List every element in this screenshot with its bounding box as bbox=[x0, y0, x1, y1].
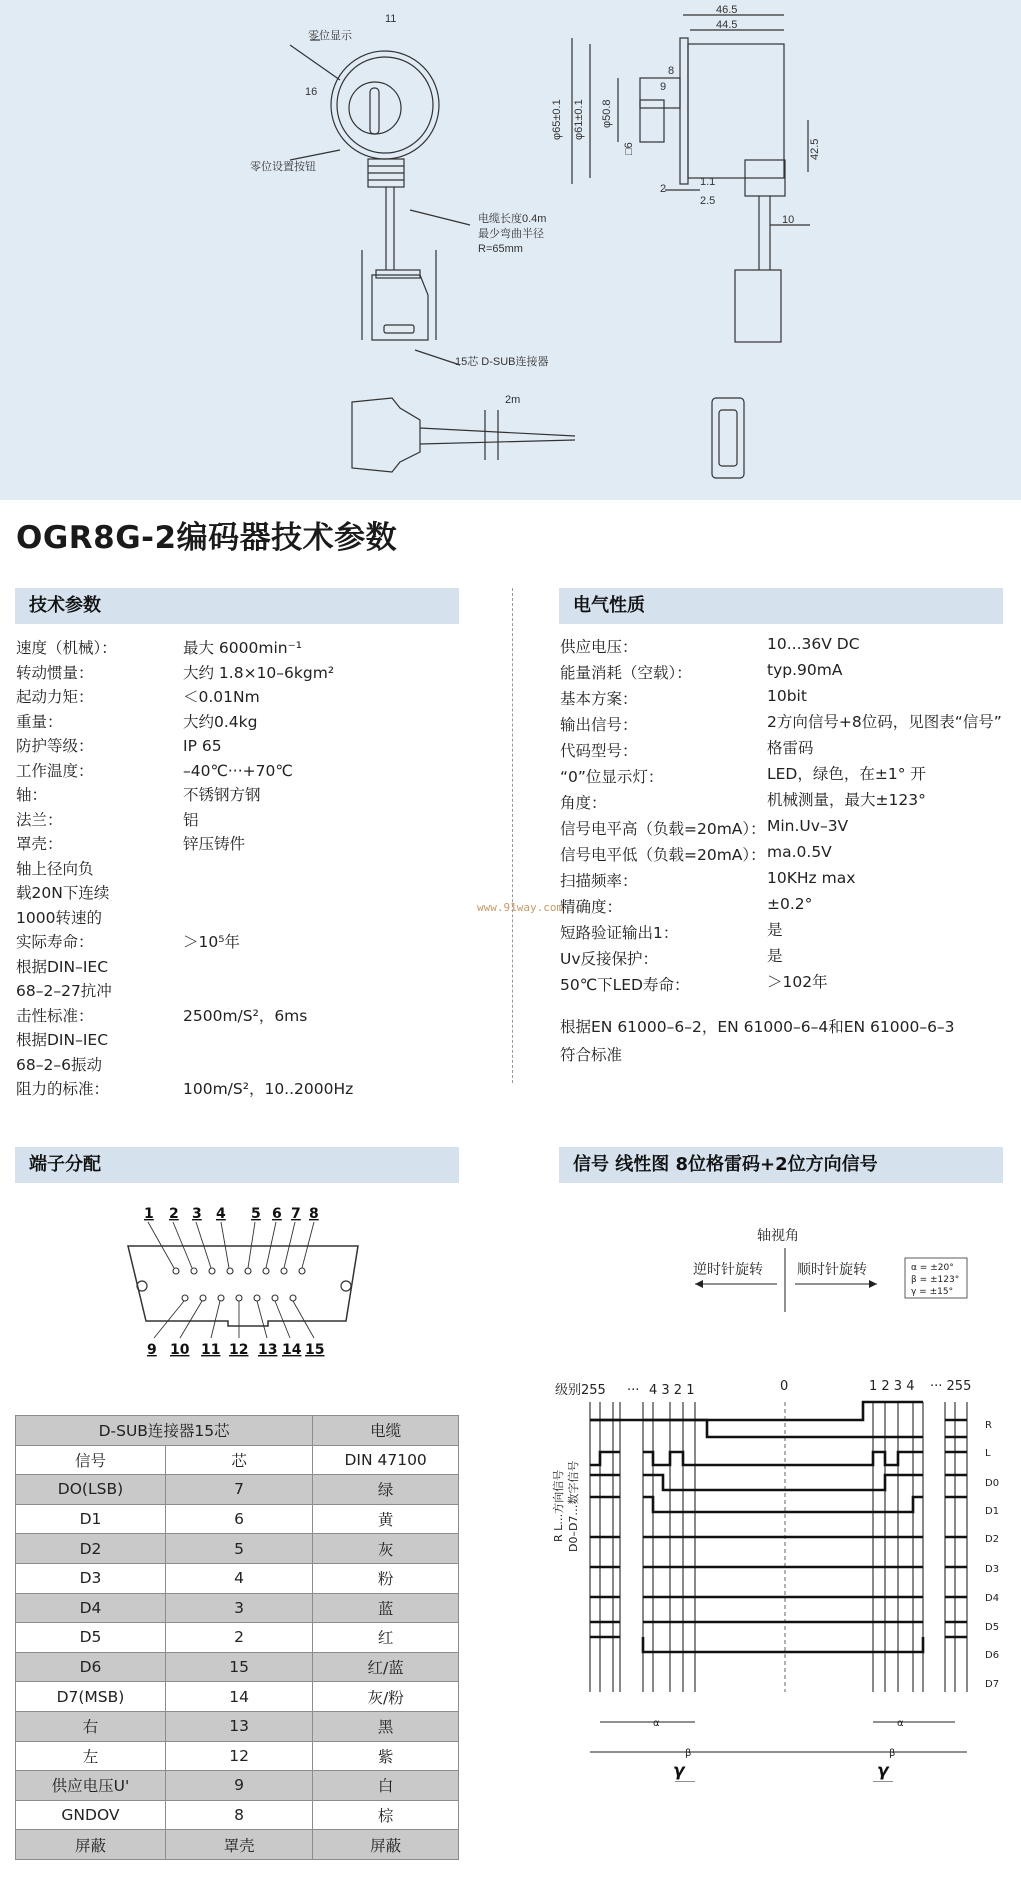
table-header: D-SUB连接器15芯 bbox=[16, 1416, 313, 1446]
standard-note bbox=[560, 1013, 955, 1069]
wave-D0 bbox=[590, 1452, 967, 1465]
wave-D1 bbox=[590, 1475, 967, 1490]
dsub-outline bbox=[128, 1246, 358, 1326]
elec-label: 50℃下LED寿命： bbox=[560, 976, 690, 994]
cw-arrow bbox=[869, 1280, 877, 1288]
dim-11: 11 bbox=[385, 13, 397, 25]
elec-value: LED，绿色，在±1° 开 bbox=[767, 765, 926, 783]
pin-number: 2 bbox=[169, 1206, 179, 1222]
tech-value: 100m/S²，10..2000Hz bbox=[183, 1080, 354, 1098]
axis-title: 轴视角 bbox=[757, 1228, 799, 1244]
pin-number: 9 bbox=[147, 1342, 157, 1358]
label-cable-note-2: 最少弯曲半径 bbox=[478, 228, 544, 240]
gamma-left: γ bbox=[673, 1761, 685, 1781]
elec-label: 角度： bbox=[560, 794, 607, 812]
elec-value: ＞102年 bbox=[767, 973, 828, 991]
tech-value: 大约0.4kg bbox=[183, 712, 258, 731]
dim-16: 16 bbox=[305, 86, 318, 98]
elec-label: “0”位显示灯： bbox=[560, 768, 664, 786]
table-cell: 左 bbox=[16, 1741, 166, 1771]
table-row bbox=[16, 1593, 459, 1623]
table-cell: DO(LSB) bbox=[16, 1475, 166, 1505]
page-title: OGR8G-2编码器技术参数 bbox=[16, 520, 398, 556]
channel-label: R bbox=[985, 1420, 992, 1431]
table-cell: D4 bbox=[16, 1593, 166, 1623]
label-cable-note-1: 电缆长度0.4m bbox=[478, 213, 547, 225]
table-cell: 灰 bbox=[313, 1534, 459, 1564]
table-cell: 供应电压U' bbox=[16, 1771, 166, 1801]
dsub-pin-diagram bbox=[118, 1196, 378, 1396]
pin-number: 8 bbox=[309, 1206, 319, 1222]
pin-number: 11 bbox=[201, 1342, 221, 1358]
label-zero-display: 零位显示 bbox=[308, 30, 352, 42]
pin-number: 12 bbox=[229, 1342, 249, 1358]
elec-label: 信号电平高（负载=20mA）： bbox=[560, 820, 766, 838]
table-cell: 紫 bbox=[313, 1741, 459, 1771]
elec-label: 基本方案： bbox=[560, 690, 638, 708]
dim-46-5: 46.5 bbox=[716, 4, 738, 16]
table-cell: 芯 bbox=[165, 1445, 312, 1475]
standard-line-2: 符合标准 bbox=[560, 1046, 623, 1064]
elec-value: 格雷码 bbox=[767, 739, 814, 757]
wave-L bbox=[590, 1420, 967, 1437]
table-row bbox=[16, 1563, 459, 1593]
tech-value: 不锈钢方钢 bbox=[183, 786, 261, 804]
dim-8: 8 bbox=[668, 65, 675, 77]
tech-label: 1000转速的 bbox=[16, 908, 102, 927]
channel-label: D2 bbox=[985, 1534, 1000, 1545]
tech-label: 起动力矩： bbox=[16, 688, 94, 706]
pin-table bbox=[15, 1415, 459, 1860]
table-cell: 信号 bbox=[16, 1445, 166, 1475]
encoder-front-ring bbox=[337, 57, 433, 153]
pin-number: 7 bbox=[291, 1206, 301, 1222]
dim-phi61: φ61±0.1 bbox=[573, 99, 585, 140]
table-row bbox=[16, 1830, 459, 1860]
table-row bbox=[16, 1623, 459, 1653]
table-cell: 罩壳 bbox=[165, 1830, 312, 1860]
left-steps: 4 3 2 1 bbox=[649, 1383, 695, 1398]
table-cell: 红 bbox=[313, 1623, 459, 1653]
table-row bbox=[16, 1682, 459, 1712]
alpha-right: α bbox=[897, 1718, 904, 1729]
tech-value: 大约 1.8×10–6kgm² bbox=[183, 663, 335, 682]
pin-number: 10 bbox=[170, 1342, 190, 1358]
tech-label: 载20N下连续 bbox=[16, 884, 110, 902]
encoder-drawing-svg bbox=[0, 0, 1021, 500]
table-cell: 6 bbox=[165, 1504, 312, 1534]
pin-number: 15 bbox=[305, 1342, 325, 1358]
dim-2-5: 2.5 bbox=[700, 195, 716, 207]
elec-label: 能量消耗（空载）： bbox=[560, 664, 692, 682]
tech-value: ＜0.01Nm bbox=[183, 688, 260, 706]
tech-label: 罩壳： bbox=[16, 835, 63, 853]
channel-label: D7 bbox=[985, 1679, 1000, 1690]
elec-value: ma.0.5V bbox=[767, 843, 832, 861]
dim-1-1: 1.1 bbox=[700, 176, 716, 188]
elec-value: typ.90mA bbox=[767, 661, 843, 679]
table-row bbox=[16, 1771, 459, 1801]
table-row bbox=[16, 1800, 459, 1830]
label-connector: 15芯 D-SUB连接器 bbox=[455, 356, 549, 368]
encoder-side-square bbox=[640, 100, 664, 142]
left-dots: ··· bbox=[627, 1383, 640, 1398]
encoder-side-flange bbox=[680, 38, 688, 184]
elec-value: 10...36V DC bbox=[767, 635, 860, 653]
tech-value: 2500m/S²，6ms bbox=[183, 1006, 308, 1025]
table-cell: 2 bbox=[165, 1623, 312, 1653]
table-cell: 15 bbox=[165, 1652, 312, 1682]
table-cell: DIN 47100 bbox=[313, 1445, 459, 1475]
ccw-label: 逆时针旋转 bbox=[693, 1262, 763, 1278]
table-cell: 13 bbox=[165, 1711, 312, 1741]
elec-label: 精确度： bbox=[560, 898, 623, 916]
table-cell: 4 bbox=[165, 1563, 312, 1593]
tech-params-list bbox=[16, 636, 496, 1106]
elec-value: 10bit bbox=[767, 687, 807, 705]
table-cell: 白 bbox=[313, 1771, 459, 1801]
tech-label: 实际寿命： bbox=[16, 933, 94, 951]
tech-label: 速度（机械）： bbox=[16, 639, 117, 657]
table-row bbox=[16, 1652, 459, 1682]
wave-R bbox=[590, 1402, 967, 1420]
level-label: 级别255 bbox=[555, 1383, 606, 1398]
column-divider bbox=[512, 588, 513, 1083]
wave-D7 bbox=[590, 1637, 967, 1652]
vertical-label-direction: R L…方向信号 bbox=[552, 1469, 565, 1542]
table-cell: D5 bbox=[16, 1623, 166, 1653]
table-cell: 右 bbox=[16, 1711, 166, 1741]
tech-label: 工作温度： bbox=[16, 761, 94, 780]
table-row bbox=[16, 1711, 459, 1741]
table-cell: 粉 bbox=[313, 1563, 459, 1593]
dsub-connector-shape bbox=[372, 275, 428, 340]
tech-label: 转动惯量： bbox=[16, 663, 94, 682]
table-cell: 14 bbox=[165, 1682, 312, 1712]
angle-markers bbox=[590, 1722, 967, 1782]
elec-value: Min.Uv–3V bbox=[767, 817, 849, 835]
elec-value: 2方向信号+8位码，见图表“信号” bbox=[767, 713, 1002, 731]
table-cell: 黄 bbox=[313, 1504, 459, 1534]
elec-label: 输出信号： bbox=[560, 716, 638, 734]
table-cell: 屏蔽 bbox=[16, 1830, 166, 1860]
pin-number: 13 bbox=[258, 1342, 278, 1358]
dim-sq6: □6 bbox=[623, 142, 635, 155]
table-row bbox=[16, 1534, 459, 1564]
table-cell: 绿 bbox=[313, 1475, 459, 1505]
tech-label: 轴： bbox=[16, 786, 48, 804]
elec-label: 代码型号： bbox=[560, 742, 638, 760]
tech-label: 防护等级： bbox=[16, 737, 94, 755]
channel-label: D4 bbox=[985, 1593, 1000, 1604]
elec-value: 机械测量，最大±123° bbox=[767, 791, 926, 809]
signal-waveforms bbox=[590, 1402, 967, 1652]
elec-label: Uv反接保护： bbox=[560, 950, 659, 968]
dim-44-5: 44.5 bbox=[716, 19, 738, 31]
channel-label: D3 bbox=[985, 1564, 1000, 1575]
channel-label: D6 bbox=[985, 1650, 1000, 1661]
table-row bbox=[16, 1475, 459, 1505]
tech-label: 根据DIN–IEC bbox=[16, 957, 109, 976]
tech-value: 最大 6000min⁻¹ bbox=[183, 639, 302, 657]
vertical-label-digital: D0–D7…数字信号 bbox=[567, 1460, 580, 1552]
encoder-side-body bbox=[688, 44, 784, 178]
table-subheader-row bbox=[16, 1445, 459, 1475]
tech-label: 重量： bbox=[16, 712, 63, 731]
table-cell: GNDOV bbox=[16, 1800, 166, 1830]
grid-lines bbox=[590, 1402, 967, 1692]
channel-label: L bbox=[985, 1448, 991, 1459]
connector-top-view bbox=[352, 398, 420, 472]
pin-number: 3 bbox=[192, 1206, 202, 1222]
table-header: 电缆 bbox=[313, 1416, 459, 1446]
pin-number: 4 bbox=[216, 1206, 226, 1222]
elec-label: 扫描频率： bbox=[560, 872, 638, 890]
beta-right: β bbox=[889, 1748, 896, 1759]
table-cell: D3 bbox=[16, 1563, 166, 1593]
pin-assignment-heading: 端子分配 bbox=[15, 1147, 459, 1183]
table-cell: D6 bbox=[16, 1652, 166, 1682]
table-row bbox=[16, 1741, 459, 1771]
dim-phi50-8: φ50.8 bbox=[601, 99, 613, 128]
elec-value: 是 bbox=[767, 947, 783, 965]
standard-line-1: 根据EN 61000–6–2，EN 61000–6–4和EN 61000–6–3 bbox=[560, 1018, 955, 1036]
tech-params-heading: 技术参数 bbox=[15, 588, 459, 624]
dim-9: 9 bbox=[660, 81, 667, 93]
table-cell: 3 bbox=[165, 1593, 312, 1623]
elec-label: 供应电压： bbox=[560, 638, 638, 656]
label-zero-button: 零位设置按钮 bbox=[250, 161, 316, 173]
table-cell: 7 bbox=[165, 1475, 312, 1505]
table-cell: 棕 bbox=[313, 1800, 459, 1830]
ccw-arrow bbox=[695, 1280, 703, 1288]
elec-value: 是 bbox=[767, 921, 783, 939]
table-cell: 9 bbox=[165, 1771, 312, 1801]
table-cell: D1 bbox=[16, 1504, 166, 1534]
wave-D2 bbox=[590, 1497, 967, 1512]
encoder-front-shaft-area bbox=[349, 82, 401, 134]
table-header-row bbox=[16, 1416, 459, 1446]
side-connector bbox=[735, 270, 781, 342]
legend-alpha: α = ±20° bbox=[911, 1263, 954, 1273]
encoder-front-outer bbox=[331, 51, 439, 159]
tech-label: 根据DIN–IEC bbox=[16, 1031, 109, 1049]
elec-value: 10KHz max bbox=[767, 869, 856, 887]
dim-phi65: φ65±0.1 bbox=[551, 99, 563, 140]
channel-label: D5 bbox=[985, 1622, 1000, 1633]
alpha-left: α bbox=[653, 1718, 660, 1729]
label-cable-2m: 2m bbox=[505, 394, 521, 406]
tech-label: 轴上径向负 bbox=[16, 859, 94, 878]
channel-label: D0 bbox=[985, 1478, 1000, 1489]
technical-drawing bbox=[0, 0, 1021, 500]
table-cell: D7(MSB) bbox=[16, 1682, 166, 1712]
tech-label: 68–2–27抗冲 bbox=[16, 982, 112, 1000]
channel-label: D1 bbox=[985, 1506, 1000, 1517]
right-end: ··· 255 bbox=[930, 1379, 972, 1394]
legend-beta: β = ±123° bbox=[911, 1275, 960, 1285]
tech-value: IP 65 bbox=[183, 737, 222, 755]
tech-value: –40℃···+70℃ bbox=[183, 761, 293, 780]
table-cell: 5 bbox=[165, 1534, 312, 1564]
legend-gamma: γ = ±15° bbox=[911, 1287, 954, 1297]
zero-button-shape bbox=[370, 88, 379, 134]
table-cell: 屏蔽 bbox=[313, 1830, 459, 1860]
table-cell: 8 bbox=[165, 1800, 312, 1830]
tech-label: 法兰： bbox=[16, 810, 63, 829]
dim-42-5: 42.5 bbox=[809, 138, 821, 160]
electrical-heading: 电气性质 bbox=[559, 588, 1003, 624]
elec-label: 信号电平低（负载=20mA）： bbox=[560, 846, 766, 864]
table-cell: 红/蓝 bbox=[313, 1652, 459, 1682]
pin-number: 14 bbox=[282, 1342, 302, 1358]
label-cable-note-3: R=65mm bbox=[478, 243, 523, 255]
beta-left: β bbox=[685, 1748, 692, 1759]
cw-label: 顺时针旋转 bbox=[797, 1262, 867, 1278]
table-cell: 黑 bbox=[313, 1711, 459, 1741]
electrical-list bbox=[560, 635, 1020, 1005]
elec-label: 短路验证输出1： bbox=[560, 924, 679, 942]
dim-2: 2 bbox=[660, 183, 667, 195]
dim-10: 10 bbox=[782, 214, 795, 226]
tech-label: 击性标准： bbox=[16, 1006, 94, 1025]
watermark: www.91way.com bbox=[477, 901, 564, 914]
gamma-right: γ bbox=[877, 1761, 889, 1781]
tech-label: 阻力的标准： bbox=[16, 1080, 110, 1098]
right-steps: 1 2 3 4 bbox=[869, 1379, 915, 1394]
pin-number: 1 bbox=[144, 1206, 154, 1222]
tech-value: 锌压铸件 bbox=[183, 835, 246, 853]
tech-value: ＞10⁵年 bbox=[183, 933, 240, 951]
table-cell: D2 bbox=[16, 1534, 166, 1564]
table-cell: 蓝 bbox=[313, 1593, 459, 1623]
zero-label: 0 bbox=[780, 1379, 789, 1394]
tech-value: 铝 bbox=[183, 810, 199, 829]
table-cell: 灰/粉 bbox=[313, 1682, 459, 1712]
elec-value: ±0.2° bbox=[767, 895, 813, 913]
pin-number: 6 bbox=[272, 1206, 282, 1222]
signal-heading: 信号 线性图 8位格雷码+2位方向信号 bbox=[559, 1147, 1003, 1183]
table-cell: 12 bbox=[165, 1741, 312, 1771]
pin-number: 5 bbox=[251, 1206, 261, 1222]
signal-timing-diagram bbox=[545, 1222, 1005, 1782]
tech-label: 68–2–6振动 bbox=[16, 1055, 102, 1074]
table-row bbox=[16, 1504, 459, 1534]
